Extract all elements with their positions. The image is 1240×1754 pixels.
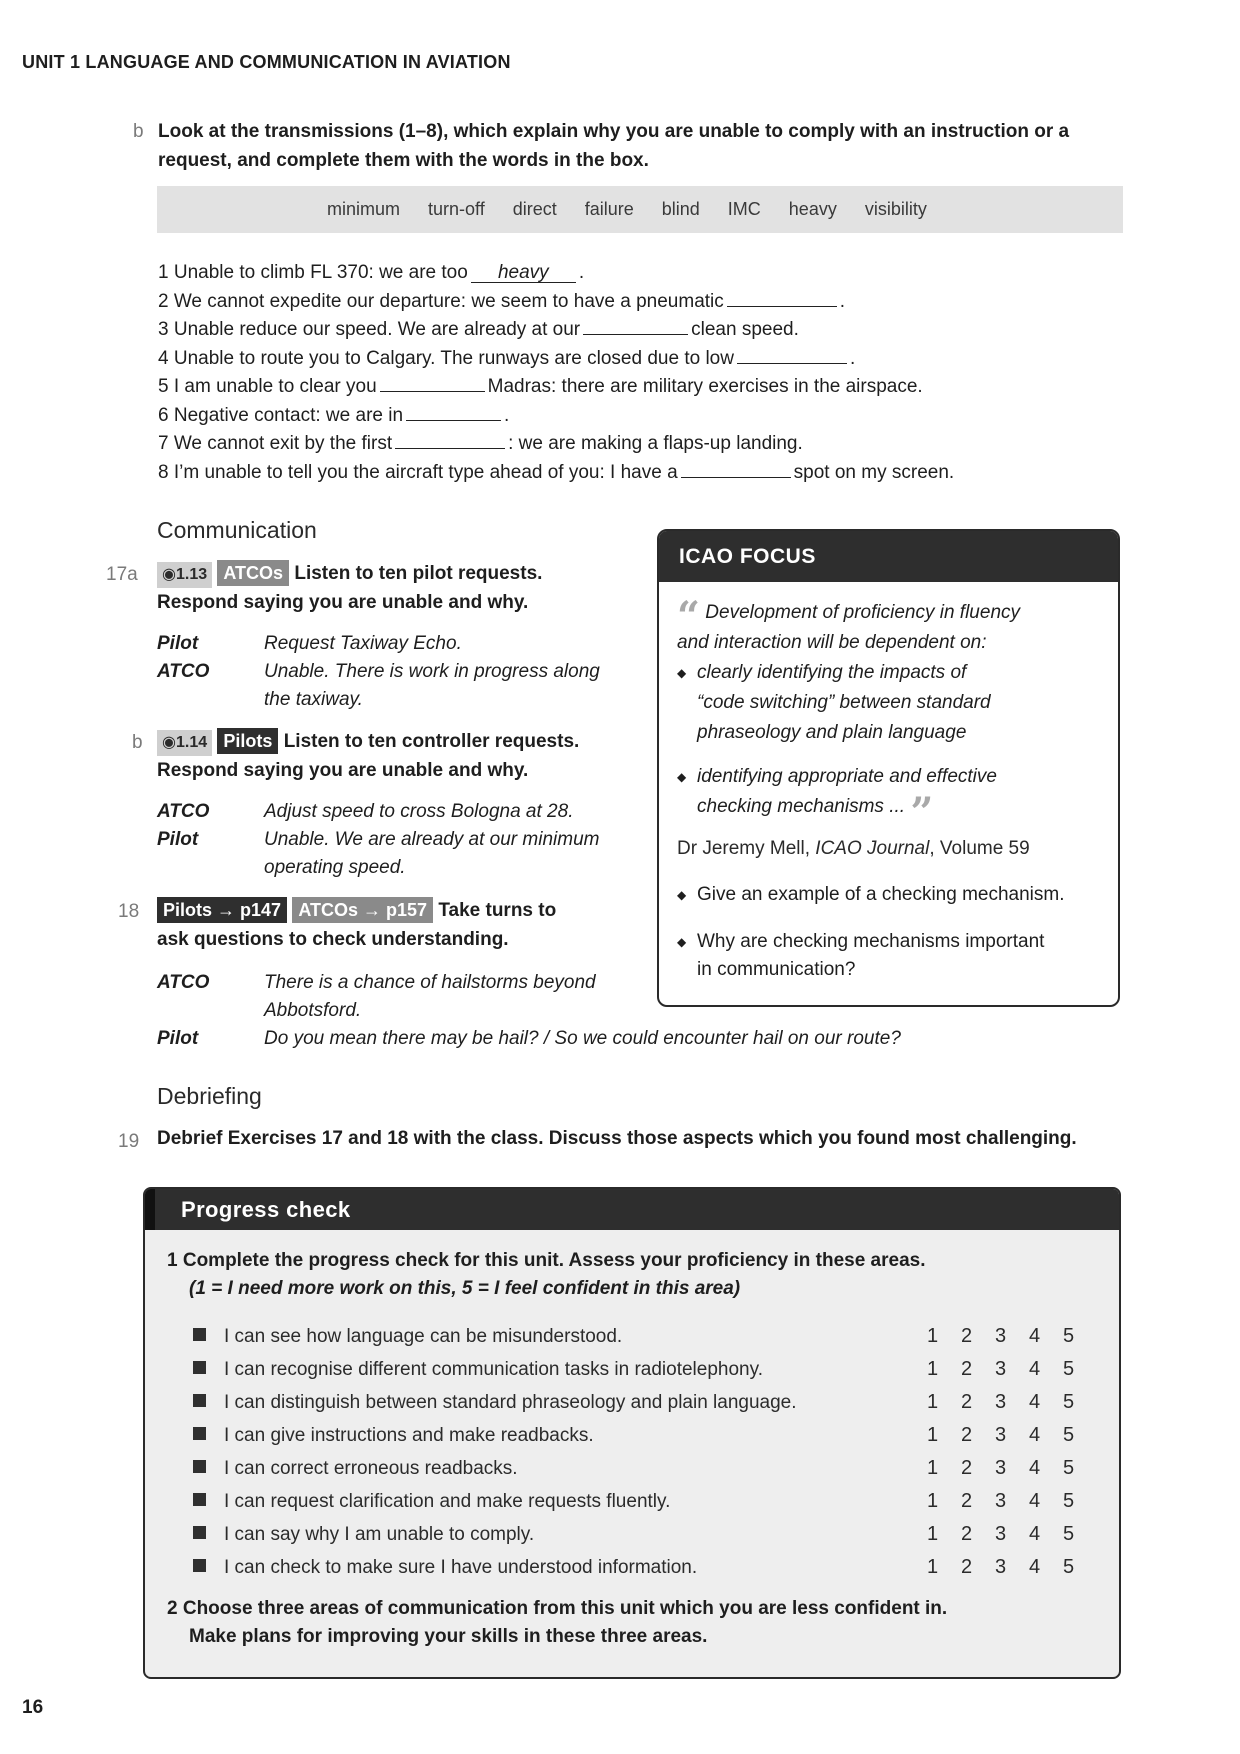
answer-blank[interactable] bbox=[737, 347, 847, 364]
word-box-word: blind bbox=[661, 199, 700, 219]
rating-option[interactable]: 4 bbox=[1029, 1358, 1041, 1380]
speaker-label: ATCO bbox=[157, 661, 210, 682]
instruction-line: request, and complete them with the words in the box. bbox=[158, 150, 649, 171]
sentence-text: 1 Unable to climb FL 370: we are too bbox=[158, 262, 468, 283]
exercise-18-number: 18 bbox=[118, 901, 140, 922]
sentence-text: Madras: there are military exercises in the airspace. bbox=[487, 376, 923, 397]
quote-line: Development of proficiency in fluency bbox=[705, 602, 1021, 623]
word-box bbox=[157, 186, 1123, 233]
cd-track-badge bbox=[157, 730, 212, 756]
rating-option[interactable]: 5 bbox=[1063, 1523, 1075, 1545]
sentence-item bbox=[158, 345, 954, 374]
progress-question-2 bbox=[167, 1595, 947, 1651]
rating-scale bbox=[927, 1391, 1097, 1414]
word-box-word: heavy bbox=[788, 199, 837, 219]
quote-line: and interaction will be dependent on: bbox=[677, 632, 987, 653]
answer-blank[interactable] bbox=[727, 290, 837, 307]
rating-option[interactable]: 3 bbox=[995, 1358, 1007, 1380]
speaker-label: ATCO bbox=[157, 972, 210, 993]
instruction-line: Respond saying you are unable and why. bbox=[157, 759, 529, 781]
quote-bullet-line: identifying appropriate and effective bbox=[697, 766, 997, 787]
sentence-text: : we are making a flaps-up landing. bbox=[508, 433, 803, 454]
rating-option[interactable]: 4 bbox=[1029, 1523, 1041, 1545]
sentence-text: . bbox=[578, 262, 585, 283]
progress-item-text: I can check to make sure I have understood information. bbox=[224, 1557, 698, 1578]
rating-scale bbox=[927, 1325, 1097, 1348]
rating-option[interactable]: 1 bbox=[927, 1457, 939, 1479]
rating-option[interactable]: 2 bbox=[961, 1391, 973, 1413]
exercise-b-instruction bbox=[158, 117, 1069, 175]
word-box-word: failure bbox=[584, 199, 634, 219]
rating-option[interactable]: 3 bbox=[995, 1391, 1007, 1413]
exercise-17b-number: b bbox=[132, 732, 143, 753]
sentence-text: . bbox=[504, 404, 510, 426]
word-box-word: direct bbox=[512, 199, 557, 219]
citation-volume: , Volume 59 bbox=[929, 838, 1030, 859]
discussion-question bbox=[677, 928, 1100, 984]
rating-scale bbox=[927, 1523, 1097, 1546]
progress-item bbox=[193, 1524, 534, 1546]
progress-item bbox=[193, 1458, 518, 1480]
sentence-item bbox=[158, 259, 954, 288]
sentence-item bbox=[158, 459, 954, 488]
sentence-text: 3 Unable reduce our speed. We are already at our bbox=[158, 319, 581, 340]
cd-icon: ◉ bbox=[162, 734, 176, 751]
progress-item-text: I can recognise different communication tasks in radiotelephony. bbox=[224, 1359, 763, 1380]
quote-bullet-line: checking mechanisms ... bbox=[697, 796, 906, 817]
exercise-19-instruction: Debrief Exercises 17 and 18 with the class. Discuss those aspects which you found most challenging. bbox=[157, 1128, 1077, 1149]
question-line: Why are checking mechanisms important bbox=[697, 931, 1045, 952]
progress-item bbox=[193, 1392, 797, 1414]
rating-option[interactable]: 1 bbox=[927, 1424, 939, 1446]
section-title-communication: Communication bbox=[157, 517, 317, 543]
progress-item-text: I can see how language can be misunderstood. bbox=[224, 1326, 623, 1347]
rating-option[interactable]: 5 bbox=[1063, 1556, 1075, 1578]
cd-track-badge bbox=[157, 562, 212, 588]
instruction-line: Look at the transmissions (1–8), which explain why you are unable to comply with an instruction or a bbox=[158, 121, 1070, 142]
rating-option[interactable]: 2 bbox=[961, 1325, 973, 1347]
square-bullet-icon bbox=[193, 1427, 206, 1440]
sentence-item bbox=[158, 402, 954, 431]
rating-option[interactable]: 3 bbox=[995, 1490, 1007, 1512]
role-tag-pilots-page: Pilots → p147 bbox=[157, 897, 287, 923]
page-number: 16 bbox=[22, 1697, 44, 1718]
speaker-label: ATCO bbox=[157, 801, 210, 822]
exercise-b-label: b bbox=[133, 121, 144, 142]
exercise-17b-instruction bbox=[157, 728, 579, 785]
word-box-word: IMC bbox=[727, 199, 761, 219]
question-line: 2 Choose three areas of communication from this unit which you are less confident in. bbox=[167, 1598, 948, 1619]
role-tag-atcos-page: ATCOs → p157 bbox=[292, 897, 433, 923]
rating-option[interactable]: 5 bbox=[1063, 1325, 1075, 1347]
sentence-item bbox=[158, 316, 954, 345]
exercise-19-number: 19 bbox=[118, 1131, 140, 1152]
dialogue-17b bbox=[157, 798, 637, 883]
sentence-text: 2 We cannot expedite our departure: we seem to have a pneumatic bbox=[158, 290, 724, 312]
progress-item bbox=[193, 1359, 763, 1381]
word-box-word: minimum bbox=[327, 199, 401, 219]
rating-option[interactable]: 4 bbox=[1029, 1556, 1041, 1578]
rating-option[interactable]: 4 bbox=[1029, 1325, 1041, 1347]
dialogue-line: Do you mean there may be hail? / So we could encounter hail on our route? bbox=[264, 1028, 901, 1049]
rating-scale bbox=[927, 1490, 1097, 1513]
rating-option[interactable]: 2 bbox=[961, 1556, 973, 1578]
answer-blank[interactable] bbox=[406, 404, 501, 421]
sentence-text: . bbox=[849, 347, 856, 369]
progress-item bbox=[193, 1557, 697, 1579]
square-bullet-icon bbox=[193, 1493, 206, 1506]
answer-blank[interactable] bbox=[583, 318, 688, 335]
rating-option[interactable]: 4 bbox=[1029, 1424, 1041, 1446]
rating-option[interactable]: 1 bbox=[927, 1523, 939, 1545]
quote-bullet bbox=[677, 762, 1100, 836]
rating-option[interactable]: 1 bbox=[927, 1391, 939, 1413]
rating-option[interactable]: 5 bbox=[1063, 1424, 1075, 1446]
question-line: Give an example of a checking mechanism. bbox=[697, 884, 1065, 905]
instruction-line: Take turns to bbox=[438, 900, 557, 921]
discussion-question bbox=[677, 880, 1100, 910]
instruction-line: Respond saying you are unable and why. bbox=[157, 591, 529, 613]
diamond-bullet-icon: ◆ bbox=[677, 888, 687, 902]
rating-option[interactable]: 5 bbox=[1063, 1490, 1075, 1512]
progress-check-box bbox=[143, 1187, 1121, 1679]
progress-question-1 bbox=[167, 1247, 926, 1303]
sentence-text: 4 Unable to route you to Calgary. The runways are closed due to low bbox=[158, 347, 734, 369]
cd-icon: ◉ bbox=[162, 566, 176, 583]
rating-scale bbox=[927, 1556, 1097, 1579]
sentence-text: 6 Negative contact: we are in bbox=[158, 404, 404, 426]
square-bullet-icon bbox=[193, 1361, 206, 1374]
progress-item-text: I can request clarification and make requests fluently. bbox=[224, 1491, 671, 1512]
rating-scale bbox=[927, 1457, 1097, 1480]
rating-option[interactable]: 5 bbox=[1063, 1391, 1075, 1413]
rating-option[interactable]: 3 bbox=[995, 1424, 1007, 1446]
sentence-text: . bbox=[839, 290, 846, 312]
icao-focus-title: ICAO FOCUS bbox=[659, 531, 1118, 582]
citation-author: Dr Jeremy Mell, bbox=[677, 838, 816, 859]
instruction-line: Listen to ten pilot requests. bbox=[294, 563, 543, 584]
icao-focus-box bbox=[657, 529, 1120, 1007]
quote-bullet-line: “code switching” between standard bbox=[697, 692, 991, 713]
dialogue-line: operating speed. bbox=[264, 857, 406, 878]
quote-bullet-line: clearly identifying the impacts of bbox=[697, 662, 967, 683]
citation-journal: ICAO Journal bbox=[815, 838, 930, 859]
exercise-17a-number: 17a bbox=[106, 564, 138, 585]
unit-header: UNIT 1 LANGUAGE AND COMMUNICATION IN AVIATION bbox=[22, 52, 511, 72]
progress-item-text: I can distinguish between standard phraseology and plain language. bbox=[224, 1392, 797, 1413]
icao-focus-body bbox=[659, 593, 1118, 984]
instruction-line: Listen to ten controller requests. bbox=[283, 731, 580, 752]
sentence-item bbox=[158, 288, 954, 317]
square-bullet-icon bbox=[193, 1394, 206, 1407]
diamond-bullet-icon: ◆ bbox=[677, 666, 687, 680]
dialogue-line: the taxiway. bbox=[264, 689, 363, 710]
word-box-word: turn-off bbox=[428, 199, 485, 219]
sentence-text: clean speed. bbox=[691, 319, 799, 340]
progress-item-text: I can give instructions and make readbacks. bbox=[224, 1425, 594, 1446]
rating-option[interactable]: 2 bbox=[961, 1358, 973, 1380]
answer-blank[interactable] bbox=[395, 432, 505, 449]
diamond-bullet-icon: ◆ bbox=[677, 935, 687, 949]
rating-scale bbox=[927, 1358, 1097, 1381]
dialogue-line: Abbotsford. bbox=[264, 1000, 362, 1021]
rating-option[interactable]: 3 bbox=[995, 1457, 1007, 1479]
rating-option[interactable]: 2 bbox=[961, 1424, 973, 1446]
answer-blank[interactable]: heavy bbox=[471, 264, 576, 283]
word-box-word: visibility bbox=[864, 199, 927, 219]
sentence-text: 7 We cannot exit by the first bbox=[158, 433, 393, 454]
rating-option[interactable]: 1 bbox=[927, 1325, 939, 1347]
exercise-18-instruction bbox=[157, 897, 556, 954]
rating-scale bbox=[927, 1424, 1097, 1447]
question-line: (1 = I need more work on this, 5 = I feel confident in this area) bbox=[189, 1278, 741, 1299]
answer-blank[interactable] bbox=[681, 461, 791, 478]
diamond-bullet-icon: ◆ bbox=[677, 770, 687, 784]
rating-option[interactable]: 3 bbox=[995, 1523, 1007, 1545]
rating-option[interactable]: 5 bbox=[1063, 1457, 1075, 1479]
cd-track-number: 1.13 bbox=[175, 566, 208, 583]
sentence-item bbox=[158, 373, 954, 402]
instruction-line: ask questions to check understanding. bbox=[157, 928, 509, 950]
rating-option[interactable]: 5 bbox=[1063, 1358, 1075, 1380]
rating-option[interactable]: 2 bbox=[961, 1490, 973, 1512]
sentence-text: 5 I am unable to clear you bbox=[158, 376, 377, 397]
quote-bullet bbox=[677, 658, 1100, 748]
citation bbox=[677, 834, 1100, 864]
progress-item bbox=[193, 1491, 670, 1513]
square-bullet-icon bbox=[193, 1328, 206, 1341]
speaker-label: Pilot bbox=[157, 633, 199, 654]
rating-option[interactable]: 3 bbox=[995, 1325, 1007, 1347]
progress-check-title: Progress check bbox=[145, 1189, 1119, 1230]
question-line: Make plans for improving your skills in these three areas. bbox=[189, 1626, 708, 1647]
role-tag-pilots: Pilots bbox=[217, 728, 278, 754]
progress-item-text: I can correct erroneous readbacks. bbox=[224, 1458, 518, 1479]
progress-item bbox=[193, 1425, 594, 1447]
sentence-item bbox=[158, 430, 954, 459]
rating-option[interactable]: 1 bbox=[927, 1490, 939, 1512]
rating-option[interactable]: 4 bbox=[1029, 1457, 1041, 1479]
square-bullet-icon bbox=[193, 1559, 206, 1572]
quote-bullet-line: phraseology and plain language bbox=[697, 722, 967, 743]
rating-option[interactable]: 2 bbox=[961, 1457, 973, 1479]
rating-option[interactable]: 4 bbox=[1029, 1490, 1041, 1512]
progress-item-text: I can say why I am unable to comply. bbox=[224, 1524, 535, 1545]
sentence-text: 8 I’m unable to tell you the aircraft type ahead of you: I have a bbox=[158, 461, 678, 483]
close-quote-icon: ” bbox=[910, 789, 934, 836]
progress-item bbox=[193, 1326, 622, 1348]
square-bullet-icon bbox=[193, 1460, 206, 1473]
dialogue-line: Request Taxiway Echo. bbox=[264, 633, 462, 654]
question-line: in communication? bbox=[697, 959, 856, 980]
section-title-debriefing: Debriefing bbox=[157, 1083, 262, 1109]
dialogue-line: There is a chance of hailstorms beyond bbox=[264, 972, 596, 993]
rating-option[interactable]: 3 bbox=[995, 1556, 1007, 1578]
sentence-text: spot on my screen. bbox=[793, 461, 955, 483]
dialogue-line: Adjust speed to cross Bologna at 28. bbox=[264, 801, 574, 822]
rating-option[interactable]: 1 bbox=[927, 1556, 939, 1578]
rating-option[interactable]: 1 bbox=[927, 1358, 939, 1380]
rating-option[interactable]: 2 bbox=[961, 1523, 973, 1545]
sentence-list bbox=[158, 259, 954, 487]
answer-blank[interactable] bbox=[380, 375, 485, 392]
role-tag-atcos: ATCOs bbox=[217, 560, 289, 586]
speaker-label: Pilot bbox=[157, 829, 199, 850]
speaker-label: Pilot bbox=[157, 1028, 199, 1049]
dialogue-17a bbox=[157, 630, 637, 715]
dialogue-line: Unable. There is work in progress along bbox=[264, 661, 600, 682]
square-bullet-icon bbox=[193, 1526, 206, 1539]
cd-track-number: 1.14 bbox=[175, 734, 208, 751]
question-line: 1 Complete the progress check for this unit. Assess your proficiency in these areas. bbox=[167, 1250, 926, 1271]
open-quote-icon: “ bbox=[677, 593, 701, 640]
rating-option[interactable]: 4 bbox=[1029, 1391, 1041, 1413]
exercise-17a-instruction bbox=[157, 560, 542, 617]
dialogue-line: Unable. We are already at our minimum bbox=[264, 829, 600, 850]
